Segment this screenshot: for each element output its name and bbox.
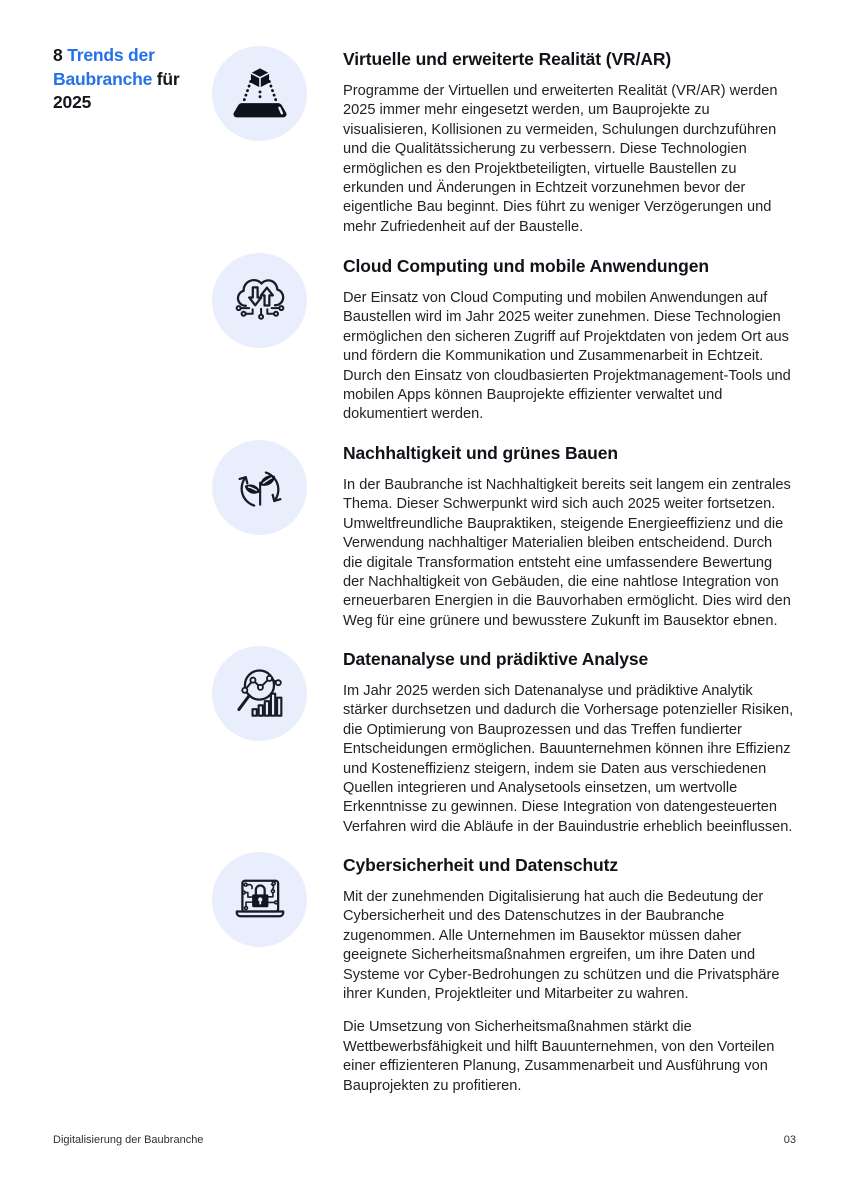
footer-document-name: Digitalisierung der Baubranche (53, 1134, 204, 1146)
section-icon-circle (212, 852, 307, 947)
section-icon-circle (212, 46, 307, 141)
page-footer (53, 1134, 796, 1146)
cloud-computing-icon (228, 269, 292, 333)
page-title-suffix: für 2025 (53, 68, 180, 112)
cybersecurity-lock-icon (228, 868, 292, 932)
data-analytics-icon (228, 662, 292, 726)
section-heading: Cybersicherheit und Datenschutz (343, 855, 619, 875)
ar-projection-icon (228, 62, 292, 126)
section-paragraph: Die Umsetzung von Sicherheitsmaßnahmen stärkt die Wettbewerbsfähigkeit und hilft Bauunternehmen, von den Vorteilen einer effizienteren Planung, Zusammenarbeit und Ausführung von Bauprojekten zu profitieren. (343, 1019, 775, 1094)
section-paragraph: In der Baubranche ist Nachhaltigkeit bereits seit langem ein zentrales Thema. Dieser Schwerpunkt wird sich auch 2025 weiter fortsetzen. Umweltfreundliche Baupraktiken, steigende Energieeffizienz und die Verwendung nachhaltiger Materialien bleiben entscheidend. Durch die digitale Transformation entsteht eine umfassendere Bewertung der Nachhaltigkeit von Gebäuden, die eine nahtlose Integration von erneuerbaren Energien in die Bauvorhaben ermöglicht. Dies wird den Weg für eine grünere und bewusstere Zukunft im Bausektor ebnen. (343, 477, 791, 629)
section-heading: Nachhaltigkeit und grünes Bauen (343, 443, 618, 463)
page-title-prefix: 8 (53, 45, 68, 65)
section-paragraph: Der Einsatz von Cloud Computing und mobilen Anwendungen auf Baustellen wird im Jahr 2025 weiter zunehmen. Diese Technologien ermöglichen den sicheren Zugriff auf Projektdaten von jedem Ort aus und fördern die Kommunikation und Zusammenarbeit in Echtzeit. Durch den Einsatz von cloudbasierten Projektmanagement-Tools und mobilen Apps können Bauprojekte effizienter verwaltet und dokumentiert werden. (343, 290, 791, 423)
section-icon-circle (212, 646, 307, 741)
section-paragraph: Programme der Virtuellen und erweiterten Realität (VR/AR) werden 2025 immer mehr eingesetzt werden, um Bauprojekte zu visualisieren, Kollisionen zu vermeiden, Schulungen durchzuführen und die Qualitätssicherung zu verbessern. Diese Technologien ermöglichen es den Projektbeteiligten, virtuelle Baustellen zu erkunden und Änderungen in Echtzeit vorzunehmen bevor der eigentliche Bau beginnt. Dies führt zu weniger Verzögerungen und mehr Zufriedenheit auf der Baustelle. (343, 83, 778, 235)
section-heading: Virtuelle und erweiterte Realität (VR/AR) (343, 49, 672, 69)
section-heading: Cloud Computing und mobile Anwendungen (343, 256, 709, 276)
page-title (53, 44, 193, 115)
section-icon-circle (212, 253, 307, 348)
section-heading: Datenanalyse und prädiktive Analyse (343, 649, 649, 669)
footer-page-number: 03 (783, 1134, 796, 1146)
section-icon-circle (212, 440, 307, 535)
page-title-highlight: Trends der Baubranche (53, 45, 155, 89)
section-paragraph: Mit der zunehmenden Digitalisierung hat auch die Bedeutung der Cybersicherheit und des Datenschutzes in der Baubranche zugenommen. Alle Unternehmen im Bausektor müssen daher geeignete Sicherheitsmaßnahmen ergreifen, um ihre Daten und Systeme vor Cyber-Bedrohungen zu schützen und die Privatsphäre ihrer Kunden, Projektleiter und Mitarbeiter zu wahren. (343, 889, 780, 1003)
section-paragraph: Im Jahr 2025 werden sich Datenanalyse und prädiktive Analytik stärker durchsetzen und dadurch die Vorhersage potenzieller Risiken, die Optimierung von Bauprozessen und das Treffen fundierter Entscheidungen ermöglichen. Bauunternehmen können ihre Effizienz und Kosteneffizienz steigern, indem sie Daten aus verschiedenen Quellen integrieren und Analysetools einsetzen, um wertvolle Erkenntnisse zu gewinnen. Diese Integration von datengesteuerten Verfahren wird die Abläufe in der Bauindustrie erheblich beeinflussen. (343, 683, 794, 835)
sustainability-cycle-icon (228, 456, 292, 520)
